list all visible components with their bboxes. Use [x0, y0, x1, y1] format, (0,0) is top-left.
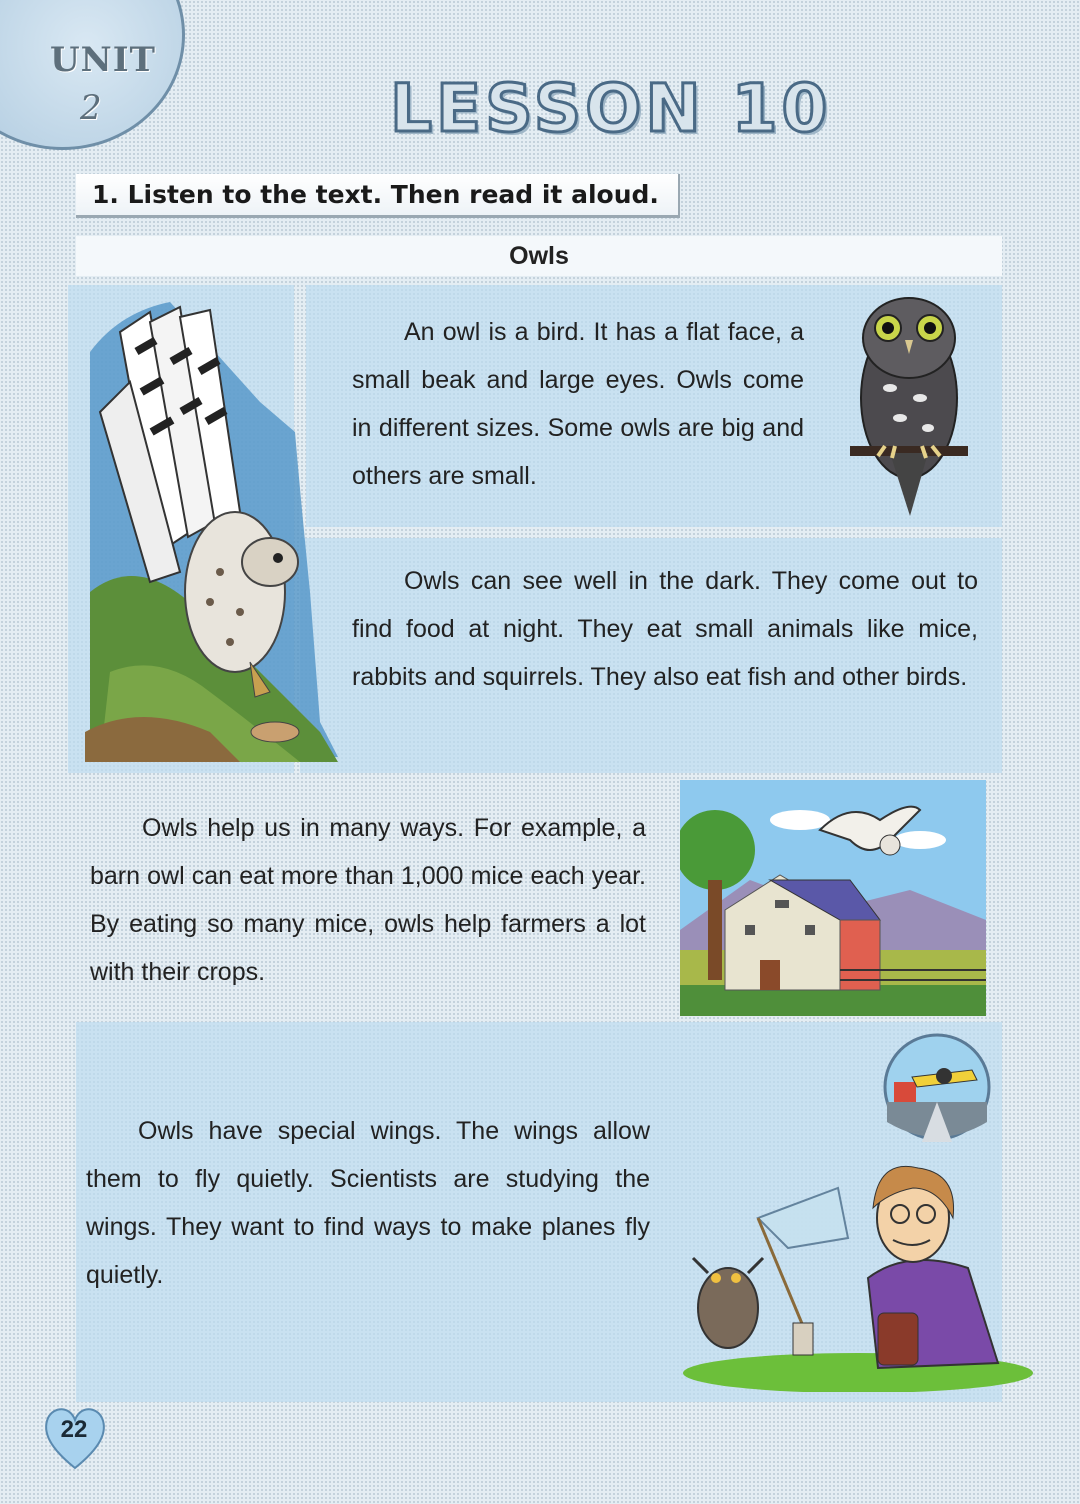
- hawk-owl-diving-icon: [80, 292, 340, 764]
- paragraph-4: Owls have special wings. The wings allow them to fly quietly. Scientists are studying the wings. They want to find ways to make planes fly quietly.: [86, 1117, 650, 1289]
- barn-landscape-icon: [680, 780, 986, 1016]
- perched-owl-icon: [850, 288, 968, 520]
- reading-title: Owls: [76, 236, 1002, 276]
- scientist-owl-icon: [668, 1148, 1034, 1392]
- lesson-title: LESSON 10: [390, 70, 832, 147]
- paragraph-3: Owls help us in many ways. For example, a barn owl can eat more than 1,000 mice each year. By eating so many mice, owls help farmers a lot with their crops.: [90, 814, 646, 986]
- page-number: 22: [60, 1416, 88, 1443]
- paragraph-2: Owls can see well in the dark. They come out to find food at night. They eat small animals like mice, rabbits and squirrels. They also eat fish and other birds.: [352, 567, 978, 691]
- plane-circle-icon: [882, 1032, 992, 1142]
- unit-label: UNIT: [50, 40, 156, 80]
- paragraph-1: An owl is a bird. It has a flat face, a small beak and large eyes. Owls come in different sizes. Some owls are big and others are small.: [352, 318, 804, 490]
- unit-number: 2: [80, 88, 102, 128]
- instruction-heading: 1. Listen to the text. Then read it aloud.: [76, 174, 680, 218]
